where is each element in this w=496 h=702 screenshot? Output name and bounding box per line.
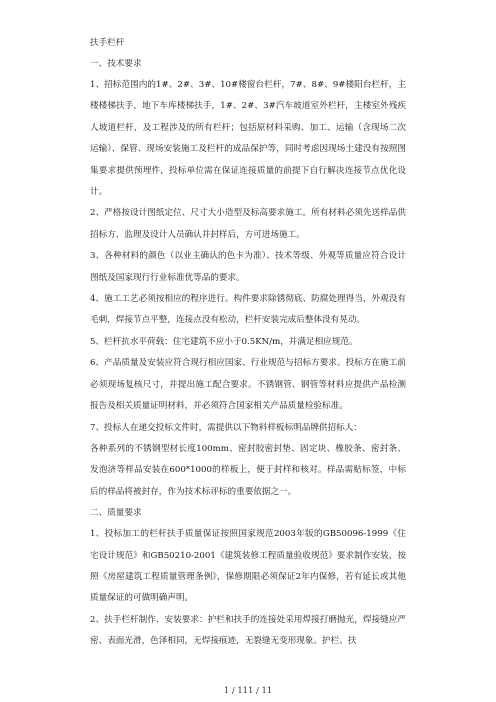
page-number: 1 / 111 / 11: [223, 685, 273, 695]
paragraph: 4、施工工艺必须按相应的程序进行。构件要求除锈彻底、防腐处理得当，外观没有毛刺，焊接节点平整，连接点没有松动，栏杆安装完成后整体没有晃动。: [90, 294, 406, 326]
section-heading-quality: 二、质量要求: [90, 508, 142, 519]
section-heading-tech: 一、技术要求: [90, 59, 142, 69]
paragraph: 7、投标人在递交投标文件时，需提供以下物料样板标明品牌供招标人：: [90, 422, 362, 433]
paragraph: 3、各种材料的颜色（以业主确认的色卡为准）、技术等级、外观等质量应符合设计图纸及国家现行行业标准优等品的要求。: [90, 251, 406, 283]
paragraph: 6、产品质量及安装应符合现行相应国家、行业规范与招标方要求。投标方在施工前必须现场复核尺寸，并提出施工配合要求。不锈钢管、钢管等材料应提供产品检测报告及相关质量证明材料，并必须符合国家相关产品质量检验标准。: [90, 358, 406, 412]
paragraph: 2、严格按设计图纸定位、尺寸大小造型及标高要求施工。所有材料必须先送样品供招标方、监理及设计人员确认并封样后，方可进场施工。: [90, 208, 406, 240]
paragraph: 1、招标范围内的1#、2#、3#、10#楼窗台栏杆，7#、8#、9#楼阳台栏杆，主楼楼梯扶手，地下车库楼梯扶手，1#、2#、3#汽车坡道室外栏杆，主楼室外残疾人坡道栏杆，及工程涉及的所有栏杆；包括原材料采购、加工、运输（含现场二次运输）、保管、现场安装施工及栏杆的成品保护等，同时考虑因现场土建没有按照图集要求提供预埋件，投标单位需在保证连接质量的前提下自行解决连接节点优化设计。: [90, 80, 406, 198]
paragraph: 各种系列的不锈钢型材长度100mm、密封胶密封垫、固定块、橡胶条、密封条、发泡济等样品安装在600*1000的样板上，便于封样和核对。样品需贴标签，中标后的样品将被封存，作为技术标评标的重要依据之一。: [90, 443, 406, 497]
paragraph: 2、扶手栏杆制作、安装要求：护栏和扶手的连接处采用焊接打磨抛光，焊接缝应严密、表面光滑，色泽相同，无焊接痕迹，无裂缝无变形现象。护栏、扶: [90, 614, 406, 647]
document-title: 扶手栏杆: [90, 38, 125, 48]
paragraph: 1、投标加工的栏杆扶手质量保证按照国家规范2003年版的GB50096-1999《住宅设计规范》和GB50210-2001《建筑装修工程质量验收规范》要求制作安装，按照《房屋建筑工程质量管理条例》，保修期限必须保证2年内保修，若有延长或其他质量保证的可做明确声明。: [90, 529, 406, 604]
paragraph: 5、栏杆抗水平荷载：住宅建筑不应小于0.5KN/m，并满足相应规范。: [90, 336, 358, 347]
